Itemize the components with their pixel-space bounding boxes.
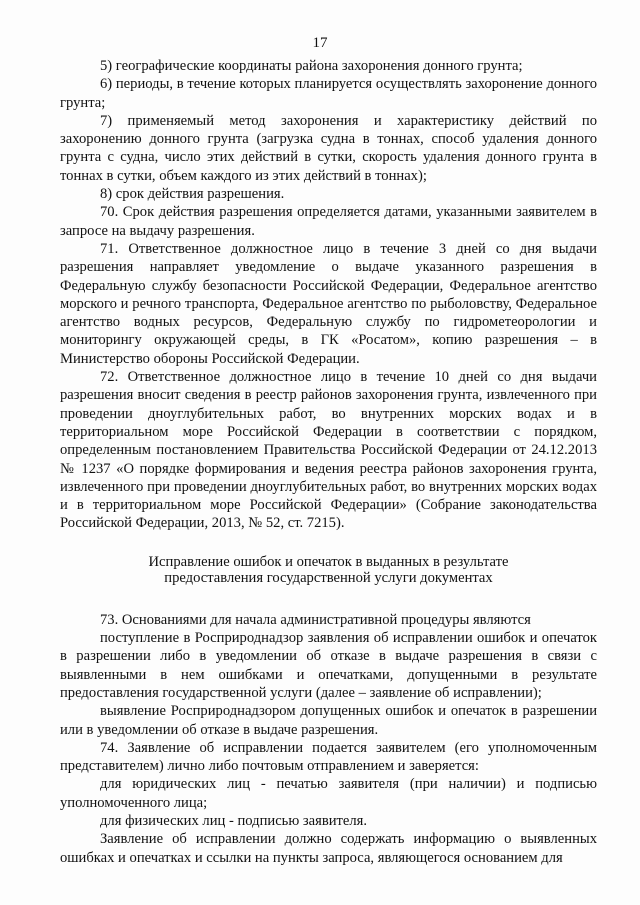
clause-72: 72. Ответственное должностное лицо в течение 10 дней со дня выдачи разрешения вносит сведения в реестр районов захоронения грунта, извлеченного при проведении дноуглубительных работ, во внутренних морских водах и в территориальном море Российской Федерации в соответствии с порядком, определенным постановлением Правительства Российской Федерации от 24.12.2013 № 1237 «О порядке формирования и ведения реестра районов захоронения грунта, извлеченного при проведении дноуглубительных работ, во внутренних морских водах и в территориальном море Российской Федерации» (Собрание законодательства Российской Федерации, 2013, № 52, ст. 7215). xyxy=(60,369,597,532)
clause-73-item-detection: выявление Росприроднадзором допущенных ошибок и опечаток в разрешении или в уведомлении об отказе в выдаче разрешения. xyxy=(60,703,597,738)
section-heading xyxy=(60,554,597,586)
section-heading-line-1: Исправление ошибок и опечаток в выданных в результате xyxy=(148,553,509,570)
clause-71: 71. Ответственное должностное лицо в течение 3 дней со дня выдачи разрешения направляет уведомление о выдаче указанного разрешения в Федеральную службу безопасности Российской Федерации, Федеральное агентство морского и речного транспорта, Федеральное агентство по рыболовству, Федеральное агентство водных ресурсов, Федеральную службу по гидрометеорологии и мониторингу окружающей среды, в ГК «Росатом», копию разрешения – в Министерство обороны Российской Федерации. xyxy=(60,240,597,367)
document-body xyxy=(60,57,597,867)
clause-74: 74. Заявление об исправлении подается заявителем (его уполномоченным представителем) лично либо почтовым отправлением и заверяется: xyxy=(60,739,597,775)
page-number: 17 xyxy=(312,35,328,51)
list-item-8: 8) срок действия разрешения. xyxy=(100,186,285,203)
section-heading-line-2: предоставления государственной услуги документах xyxy=(164,569,493,586)
list-item-6: 6) периоды, в течение которых планируется осуществлять захоронение донного грунта; xyxy=(60,76,597,111)
clause-74-individuals: для физических лиц - подписью заявителя. xyxy=(100,812,368,829)
clause-74-content-requirements: Заявление об исправлении должно содержать информацию о выявленных ошибках и опечатках и ссылки на пункты запроса, являющегося основанием для xyxy=(60,831,597,866)
list-item-7: 7) применяемый метод захоронения и характеристику действий по захоронению донного грунта (загрузка судна в тоннах, способ удаления донного грунта с судна, число этих действий в сутки, скорость удаления донного грунта в тоннах в сутки, объем каждого из этих действий в тоннах); xyxy=(60,112,597,184)
clause-74-legal-entities: для юридических лиц - печатью заявителя (при наличии) и подписью уполномоченного лица; xyxy=(60,776,597,811)
clause-73: 73. Основаниями для начала административной процедуры являются xyxy=(100,611,531,628)
clause-70: 70. Срок действия разрешения определяется датами, указанными заявителем в запросе на выдачу разрешения. xyxy=(60,204,597,239)
list-item-5: 5) географические координаты района захоронения донного грунта; xyxy=(100,58,523,74)
clause-73-item-application: поступление в Росприроднадзор заявления об исправлении ошибок и опечаток в разрешении либо в уведомлении об отказе в выдаче разрешения в связи с выявленными в нем ошибками и опечатками, допущенными в результате предоставления государственной услуги (далее – заявление об исправлении); xyxy=(60,630,597,701)
